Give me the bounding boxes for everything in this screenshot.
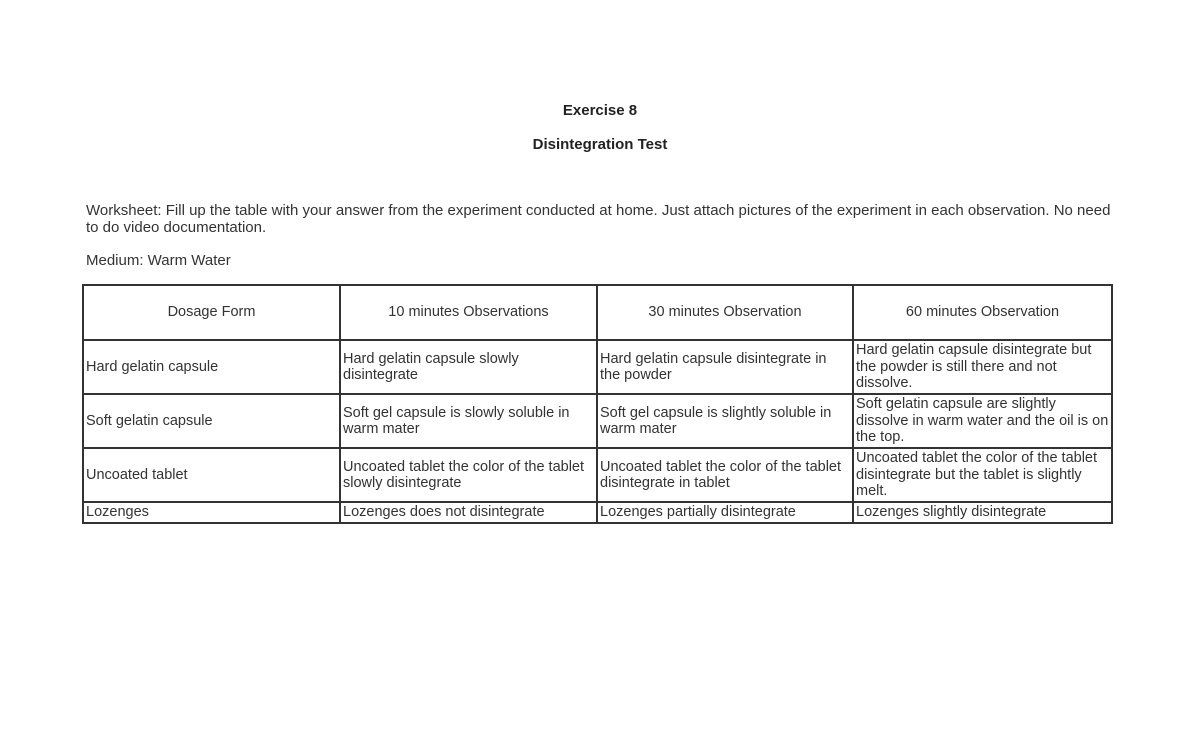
table-row — [83, 394, 1112, 448]
table-cell: Soft gel capsule is slightly soluble in warm mater — [597, 394, 853, 448]
header-60-minutes: 60 minutes Observation — [853, 285, 1112, 340]
table-cell: Soft gelatin capsule are slightly dissolve in warm water and the oil is on the top. — [853, 394, 1112, 448]
test-title: Disintegration Test — [532, 136, 668, 153]
worksheet-instructions: Worksheet: Fill up the table with your answer from the experiment conducted at home. Just attach pictures of the experiment in each observation. No need to do video documentation. — [86, 202, 1111, 236]
table-row — [83, 340, 1112, 394]
exercise-title: Exercise 8 — [562, 102, 638, 119]
table-cell: Soft gelatin capsule — [83, 394, 340, 448]
table-header-row — [83, 285, 1112, 340]
header-dosage-form: Dosage Form — [83, 285, 340, 340]
table-cell: Lozenges — [83, 502, 340, 523]
table-cell: Lozenges slightly disintegrate — [853, 502, 1112, 523]
table-row — [83, 448, 1112, 502]
table-cell: Hard gelatin capsule slowly disintegrate — [340, 340, 597, 394]
table-cell: Lozenges does not disintegrate — [340, 502, 597, 523]
table-row — [83, 502, 1112, 523]
table-cell: Hard gelatin capsule disintegrate but the powder is still there and not dissolve. — [853, 340, 1112, 394]
table-cell: Uncoated tablet the color of the tablet slowly disintegrate — [340, 448, 597, 502]
observation-table — [82, 284, 1113, 524]
table-cell: Uncoated tablet the color of the tablet disintegrate but the tablet is slightly melt. — [853, 448, 1112, 502]
table-cell: Lozenges partially disintegrate — [597, 502, 853, 523]
table-cell: Hard gelatin capsule disintegrate in the powder — [597, 340, 853, 394]
table-cell: Soft gel capsule is slowly soluble in warm mater — [340, 394, 597, 448]
table-cell: Hard gelatin capsule — [83, 340, 340, 394]
table-cell: Uncoated tablet — [83, 448, 340, 502]
table-cell: Uncoated tablet the color of the tablet disintegrate in tablet — [597, 448, 853, 502]
header-10-minutes: 10 minutes Observations — [340, 285, 597, 340]
header-30-minutes: 30 minutes Observation — [597, 285, 853, 340]
medium-label: Medium: Warm Water — [86, 252, 231, 269]
